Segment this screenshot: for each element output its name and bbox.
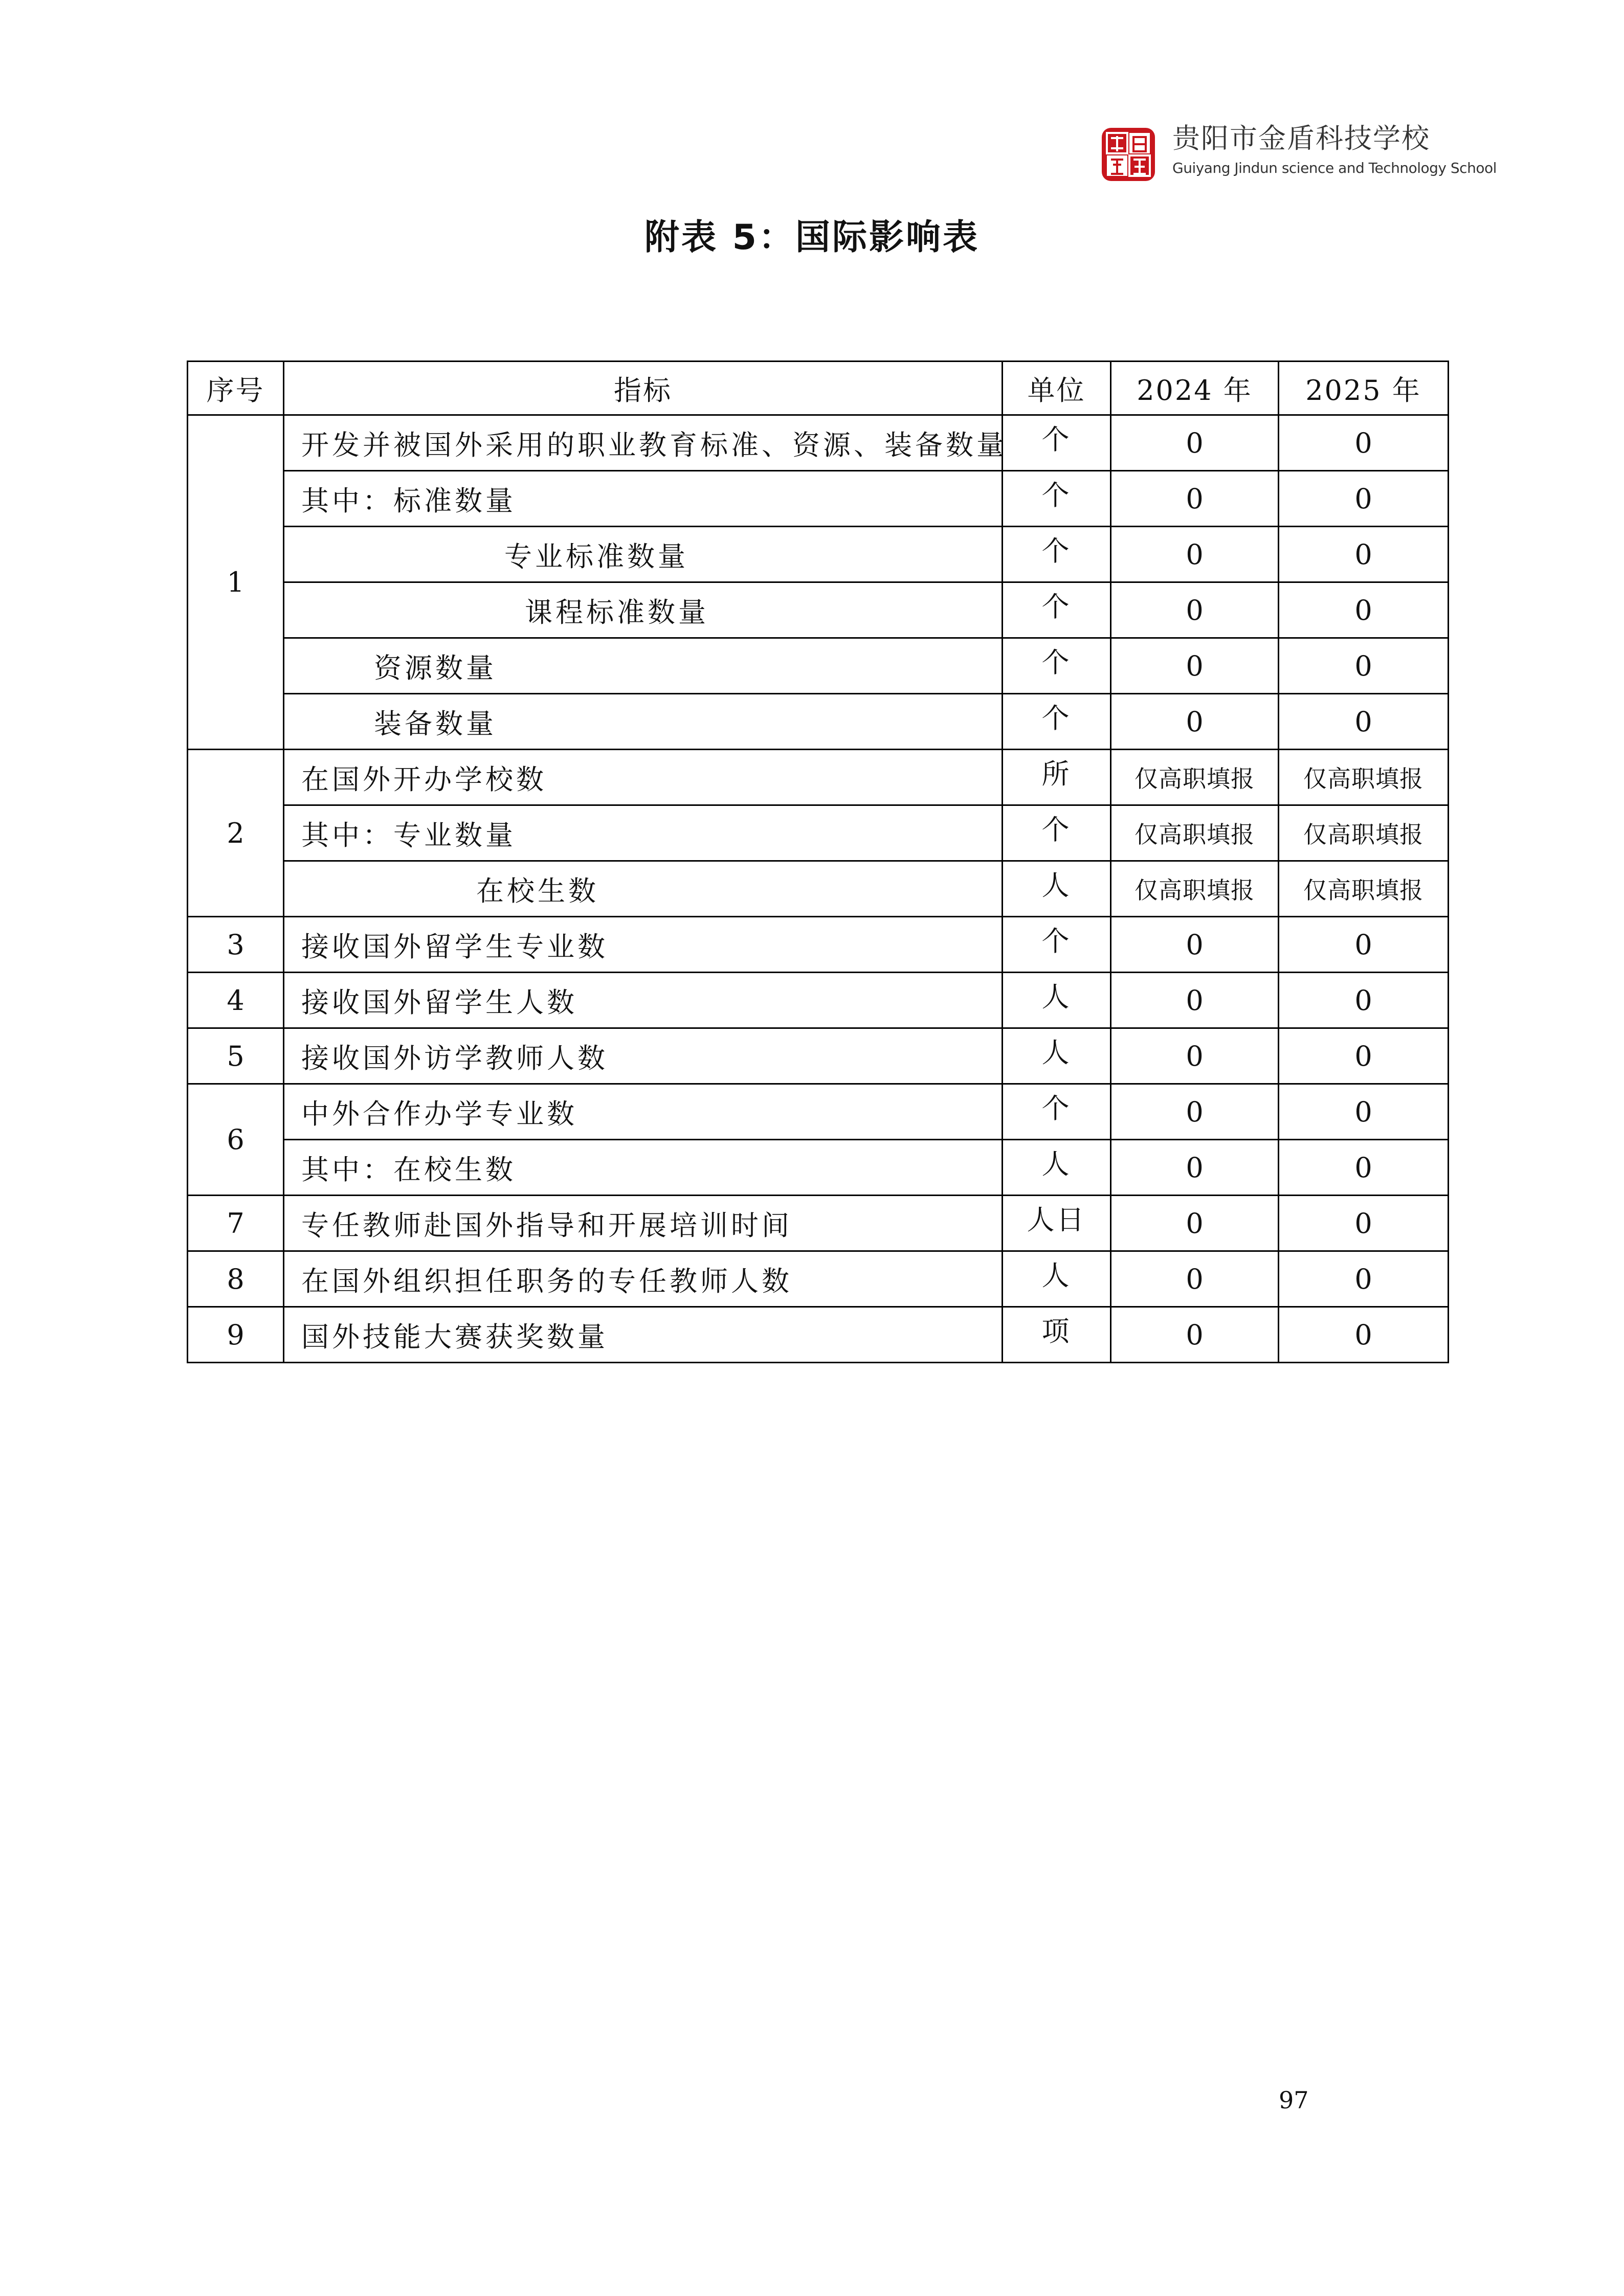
table-row — [188, 861, 1449, 917]
unit-cell: 个 — [1003, 694, 1111, 750]
page-title: 附表 5：国际影响表 — [644, 217, 980, 258]
seq-cell: 8 — [188, 1251, 284, 1307]
unit-cell: 人日 — [1003, 1196, 1111, 1251]
indicator-cell: 其中：标准数量 — [284, 471, 1003, 527]
value-2024-cell: 0 — [1111, 582, 1279, 638]
value-2025-cell: 仅高职填报 — [1279, 750, 1449, 805]
value-2024-cell: 仅高职填报 — [1111, 805, 1279, 861]
unit-cell: 人 — [1003, 1028, 1111, 1084]
unit-cell: 个 — [1003, 917, 1111, 973]
indicator-cell: 国外技能大赛获奖数量 — [284, 1307, 1003, 1363]
table-row — [188, 415, 1449, 471]
table-row — [188, 527, 1449, 582]
value-2025-cell: 0 — [1279, 917, 1449, 973]
value-2024-cell: 0 — [1111, 527, 1279, 582]
seq-cell: 7 — [188, 1196, 284, 1251]
table-row — [188, 638, 1449, 694]
value-2025-cell: 0 — [1279, 1140, 1449, 1196]
school-name-en: Guiyang Jindun science and Technology School — [1172, 160, 1497, 176]
indicator-cell: 在国外开办学校数 — [284, 750, 1003, 805]
school-seal-logo — [1100, 126, 1157, 183]
table-row — [188, 973, 1449, 1028]
school-name-cn: 贵阳市金盾科技学校 — [1172, 122, 1430, 154]
table-row — [188, 1307, 1449, 1363]
value-2025-cell: 0 — [1279, 1196, 1449, 1251]
value-2024-cell: 0 — [1111, 694, 1279, 750]
value-2024-cell: 0 — [1111, 1251, 1279, 1307]
value-2024-cell: 0 — [1111, 1028, 1279, 1084]
unit-cell: 个 — [1003, 1084, 1111, 1140]
table-row — [188, 1140, 1449, 1196]
unit-cell: 人 — [1003, 861, 1111, 917]
column-header-2024: 2024 年 — [1111, 362, 1279, 415]
value-2024-cell: 0 — [1111, 917, 1279, 973]
table-header-row — [188, 362, 1449, 415]
indicator-cell: 在国外组织担任职务的专任教师人数 — [284, 1251, 1003, 1307]
indicator-cell: 接收国外留学生专业数 — [284, 917, 1003, 973]
school-header — [1100, 117, 1497, 188]
unit-cell: 人 — [1003, 1140, 1111, 1196]
unit-cell: 项 — [1003, 1307, 1111, 1363]
table-row — [188, 917, 1449, 973]
value-2025-cell: 仅高职填报 — [1279, 805, 1449, 861]
unit-cell: 个 — [1003, 805, 1111, 861]
value-2025-cell: 0 — [1279, 694, 1449, 750]
indicator-cell: 中外合作办学专业数 — [284, 1084, 1003, 1140]
seq-cell: 1 — [188, 415, 284, 750]
column-header-unit: 单位 — [1003, 362, 1111, 415]
table-row — [188, 1196, 1449, 1251]
column-header-indicator: 指标 — [284, 362, 1003, 415]
unit-cell: 个 — [1003, 415, 1111, 471]
value-2024-cell: 仅高职填报 — [1111, 861, 1279, 917]
seq-cell: 3 — [188, 917, 284, 973]
seq-cell: 5 — [188, 1028, 284, 1084]
value-2025-cell: 0 — [1279, 1307, 1449, 1363]
value-2024-cell: 0 — [1111, 471, 1279, 527]
table-row — [188, 750, 1449, 805]
seq-cell: 2 — [188, 750, 284, 917]
indicator-cell: 装备数量 — [284, 694, 1003, 750]
value-2025-cell: 0 — [1279, 582, 1449, 638]
value-2024-cell: 仅高职填报 — [1111, 750, 1279, 805]
value-2025-cell: 0 — [1279, 527, 1449, 582]
indicator-cell: 课程标准数量 — [284, 582, 1003, 638]
table-row — [188, 582, 1449, 638]
unit-cell: 个 — [1003, 471, 1111, 527]
table-row — [188, 805, 1449, 861]
unit-cell: 所 — [1003, 750, 1111, 805]
value-2025-cell: 0 — [1279, 471, 1449, 527]
column-header-seq: 序号 — [188, 362, 284, 415]
indicator-cell: 专任教师赴国外指导和开展培训时间 — [284, 1196, 1003, 1251]
value-2024-cell: 0 — [1111, 638, 1279, 694]
table-row — [188, 1084, 1449, 1140]
unit-cell: 个 — [1003, 582, 1111, 638]
unit-cell: 人 — [1003, 973, 1111, 1028]
indicator-cell: 接收国外访学教师人数 — [284, 1028, 1003, 1084]
unit-cell: 个 — [1003, 527, 1111, 582]
international-influence-table — [187, 361, 1449, 1363]
value-2024-cell: 0 — [1111, 1084, 1279, 1140]
indicator-cell: 其中：在校生数 — [284, 1140, 1003, 1196]
value-2024-cell: 0 — [1111, 973, 1279, 1028]
indicator-cell: 开发并被国外采用的职业教育标准、资源、装备数量 — [284, 415, 1003, 471]
indicator-cell: 资源数量 — [284, 638, 1003, 694]
value-2024-cell: 0 — [1111, 1307, 1279, 1363]
table-row — [188, 694, 1449, 750]
unit-cell: 个 — [1003, 638, 1111, 694]
seq-cell: 4 — [188, 973, 284, 1028]
value-2024-cell: 0 — [1111, 1140, 1279, 1196]
page-number: 97 — [1279, 2086, 1309, 2114]
value-2024-cell: 0 — [1111, 1196, 1279, 1251]
value-2025-cell: 0 — [1279, 1028, 1449, 1084]
indicator-cell: 接收国外留学生人数 — [284, 973, 1003, 1028]
value-2025-cell: 0 — [1279, 973, 1449, 1028]
value-2024-cell: 0 — [1111, 415, 1279, 471]
indicator-cell: 其中：专业数量 — [284, 805, 1003, 861]
seq-cell: 9 — [188, 1307, 284, 1363]
value-2025-cell: 0 — [1279, 415, 1449, 471]
table-row — [188, 1028, 1449, 1084]
value-2025-cell: 0 — [1279, 1251, 1449, 1307]
seq-cell: 6 — [188, 1084, 284, 1196]
unit-cell: 人 — [1003, 1251, 1111, 1307]
value-2025-cell: 仅高职填报 — [1279, 861, 1449, 917]
table-row — [188, 471, 1449, 527]
indicator-cell: 专业标准数量 — [284, 527, 1003, 582]
table-row — [188, 1251, 1449, 1307]
value-2025-cell: 0 — [1279, 1084, 1449, 1140]
value-2025-cell: 0 — [1279, 638, 1449, 694]
indicator-cell: 在校生数 — [284, 861, 1003, 917]
column-header-2025: 2025 年 — [1279, 362, 1449, 415]
